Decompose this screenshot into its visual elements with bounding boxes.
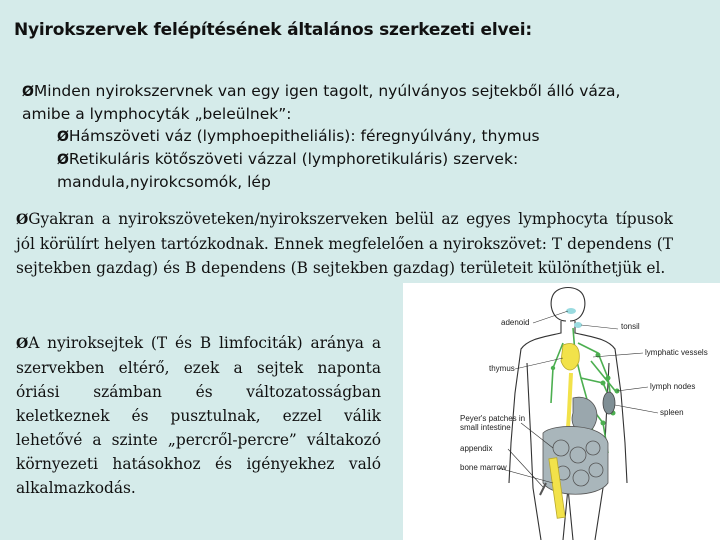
label-lymph-nodes: lymph nodes [650, 382, 696, 391]
spleen-organ [603, 392, 615, 414]
arrow-bullet-icon: Ø [57, 129, 69, 145]
bullet3-text: A nyiroksejtek (T és B limfociták) aránya a szervekben eltérő, ezek a sejtek naponta óriási számban és változatosságban keletkeznek és pusztulnak, ezzel válik lehetővé a szinte „percről-percre” váltakozó környezeti hatásokhoz és igényekhez való alkalmazkodás. [16, 334, 381, 497]
label-peyers-1: Peyer's patches in [460, 414, 526, 423]
bullet-skeleton [22, 80, 682, 193]
label-thymus: thymus [489, 364, 515, 373]
arrow-bullet-icon: Ø [16, 336, 29, 352]
bullet-lymphocyte-types [16, 207, 673, 280]
bullet1-sub2-cont: mandula,nyirokcsomók, lép [57, 173, 271, 191]
label-lymphatic-vessels: lymphatic vessels [645, 348, 708, 357]
thymus-organ [561, 344, 579, 370]
label-adenoid: adenoid [501, 318, 530, 327]
page-title: Nyirokszervek felépítésének általános szerkezeti elvei: [14, 20, 532, 40]
label-tonsil: tonsil [621, 322, 640, 331]
lymphatic-system-figure [403, 283, 720, 540]
lymphatic-system-diagram [403, 283, 720, 540]
arrow-bullet-icon: Ø [22, 84, 34, 100]
arrow-bullet-icon: Ø [16, 212, 29, 228]
bullet1-sub2: Retikuláris kötőszöveti vázzal (lymphoretikuláris) szervek: [68, 150, 519, 168]
bullet2-text: Gyakran a nyirokszöveteken/nyirokszerveken belül az egyes lymphocyta típusok jól körülírt helyen tartózkodnak. Ennek megfelelően a nyirokszövet: T dependens (T sejtekben gazdag) és B dependens (B sejtekben gazdag) területeit különíthetjük el. [16, 210, 673, 277]
label-appendix: appendix [460, 444, 493, 453]
bullet1-line1: Minden nyirokszervnek van egy igen tagolt, nyúlványos sejtekből álló váza, [33, 82, 621, 100]
tonsil-organ [574, 322, 582, 328]
label-peyers-2: small intestine [460, 423, 511, 432]
arrow-bullet-icon: Ø [57, 152, 69, 168]
label-bone-marrow: bone marrow [460, 463, 507, 472]
label-spleen: spleen [660, 408, 684, 417]
bullet-lymphocyte-ratio [16, 331, 381, 500]
bullet1-line2: amibe a lymphocyták „beleülnek”: [22, 105, 292, 123]
bullet1-sub1: Hámszöveti váz (lymphoepitheliális): féregnyúlvány, thymus [68, 127, 540, 145]
